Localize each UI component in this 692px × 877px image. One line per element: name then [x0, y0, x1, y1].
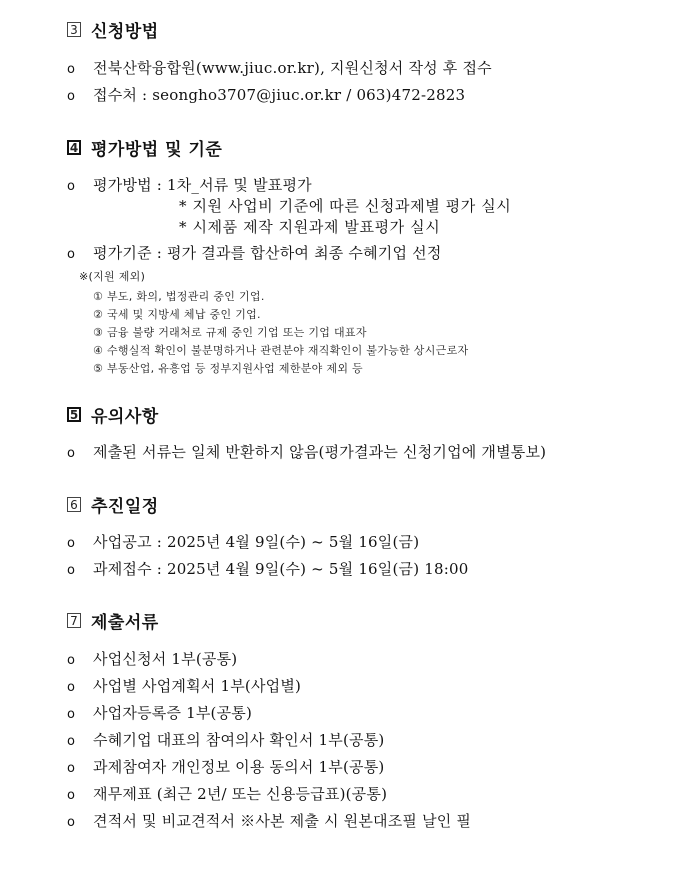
section-4-heading [67, 136, 222, 158]
list-item [67, 702, 252, 723]
method-detail: * 시제품 제작 지원과제 발표평가 실시 [179, 218, 441, 236]
section-number-box: 5 [67, 407, 81, 422]
exclusion-item: ① 부도, 화의, 법정관리 중인 기업. [93, 290, 265, 303]
bullet-icon: o [67, 761, 76, 776]
bullet-icon: o [67, 89, 76, 104]
list-item [67, 729, 384, 750]
list-item-text: 사업신청서 1부(공통) [93, 650, 238, 668]
bullet-icon: o [67, 179, 76, 194]
bullet-icon: o [67, 788, 76, 803]
list-item [67, 84, 465, 105]
bullet-icon: o [67, 707, 76, 722]
list-item-text: 평가기준 : 평가 결과를 합산하여 최종 수혜기업 선정 [93, 244, 442, 262]
list-item-text: 사업별 사업계획서 1부(사업별) [93, 677, 302, 695]
exclusion-item: ② 국세 및 지방세 체납 중인 기업. [93, 308, 261, 321]
section-number-box: 3 [67, 22, 81, 37]
list-item [67, 441, 546, 462]
list-item [67, 783, 387, 804]
list-item-text: 제출된 서류는 일체 반환하지 않음(평가결과는 신청기업에 개별통보) [93, 443, 547, 461]
list-item-text: 수혜기업 대표의 참여의사 확인서 1부(공통) [93, 731, 385, 749]
bullet-icon: o [67, 536, 76, 551]
list-item [67, 57, 492, 78]
exclusion-item: ③ 금융 불량 거래처로 규제 중인 기업 또는 기업 대표자 [93, 326, 367, 339]
exclusion-item: ④ 수행실적 확인이 불분명하거나 관련분야 재직확인이 불가능한 상시근로자 [93, 344, 469, 357]
bullet-icon: o [67, 62, 76, 77]
list-item [67, 756, 384, 777]
list-item [67, 558, 468, 579]
list-item-text: 견적서 및 비교견적서 ※사본 제출 시 원본대조필 날인 필 [93, 812, 472, 830]
bullet-icon: o [67, 446, 76, 461]
section-title: 평가방법 및 기준 [91, 139, 223, 160]
section-number-box: 4 [67, 140, 81, 155]
list-item-text: 전북산학융합원(www.jiuc.or.kr), 지원신청서 작성 후 접수 [93, 59, 492, 77]
section-title: 신청방법 [91, 21, 159, 42]
list-item [67, 174, 312, 195]
bullet-icon: o [67, 247, 76, 262]
section-title: 제출서류 [91, 612, 159, 633]
section-number-box: 7 [67, 613, 81, 628]
section-5-heading [67, 403, 159, 425]
section-3-heading [67, 18, 159, 40]
list-item [67, 648, 237, 669]
list-item [67, 675, 301, 696]
exclusion-item: ⑤ 부동산업, 유흥업 등 정부지원사업 제한분야 제외 등 [93, 362, 363, 375]
bullet-icon: o [67, 563, 76, 578]
section-number-box: 6 [67, 497, 81, 512]
bullet-icon: o [67, 653, 76, 668]
section-7-heading [67, 609, 159, 631]
list-item-text: 사업자등록증 1부(공통) [93, 704, 253, 722]
bullet-icon: o [67, 734, 76, 749]
bullet-icon: o [67, 680, 76, 695]
list-item-text: 재무제표 (최근 2년/ 또는 신용등급표)(공통) [93, 785, 388, 803]
list-item [67, 531, 419, 552]
list-item-text: 평가방법 : 1차_서류 및 발표평가 [93, 176, 312, 194]
section-title: 추진일정 [91, 496, 159, 517]
list-item-text: 접수처 : seongho3707@jiuc.or.kr / 063)472-2823 [93, 86, 466, 104]
list-item-text: 과제접수 : 2025년 4월 9일(수) ~ 5월 16일(금) 18:00 [93, 560, 469, 578]
bullet-icon: o [67, 815, 76, 830]
list-item-text: 사업공고 : 2025년 4월 9일(수) ~ 5월 16일(금) [93, 533, 420, 551]
method-detail: * 지원 사업비 기준에 따른 신청과제별 평가 실시 [179, 197, 512, 215]
section-6-heading [67, 493, 159, 515]
section-title: 유의사항 [91, 406, 159, 427]
list-item-text: 과제참여자 개인정보 이용 동의서 1부(공통) [93, 758, 385, 776]
list-item [67, 242, 442, 263]
list-item [67, 810, 471, 831]
exclusion-title: ※(지원 제외) [79, 270, 146, 283]
